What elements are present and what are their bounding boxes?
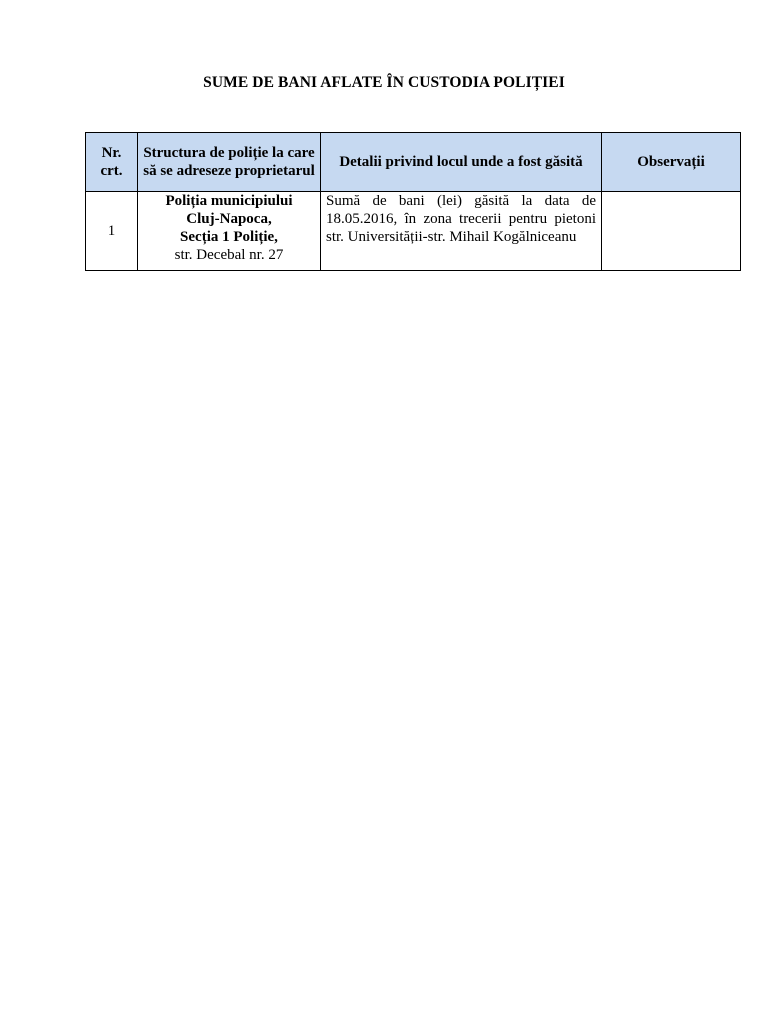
header-structure: Structura de poliție la care să se adreseze proprietarul bbox=[138, 133, 321, 192]
row-details: Sumă de bani (lei) găsită la data de 18.05.2016, în zona trecerii pentru pietoni str. Universității-str. Mihail Kogălniceanu bbox=[321, 192, 602, 271]
row-structure bbox=[138, 192, 321, 271]
header-observations: Observații bbox=[602, 133, 741, 192]
custody-table bbox=[85, 132, 741, 271]
structure-line-3: Secția 1 Poliție, bbox=[180, 229, 278, 245]
table-header-row bbox=[86, 133, 741, 192]
table-row bbox=[86, 192, 741, 271]
structure-line-1: Poliția municipiului bbox=[165, 193, 293, 209]
header-details: Detalii privind locul unde a fost găsită bbox=[321, 133, 602, 192]
structure-line-4: str. Decebal nr. 27 bbox=[174, 247, 284, 263]
row-observations bbox=[602, 192, 741, 271]
header-nr: Nr. crt. bbox=[86, 133, 138, 192]
row-nr: 1 bbox=[86, 192, 138, 271]
document-title: SUME DE BANI AFLATE ÎN CUSTODIA POLIȚIEI bbox=[203, 74, 565, 91]
structure-line-2: Cluj-Napoca, bbox=[186, 211, 272, 227]
